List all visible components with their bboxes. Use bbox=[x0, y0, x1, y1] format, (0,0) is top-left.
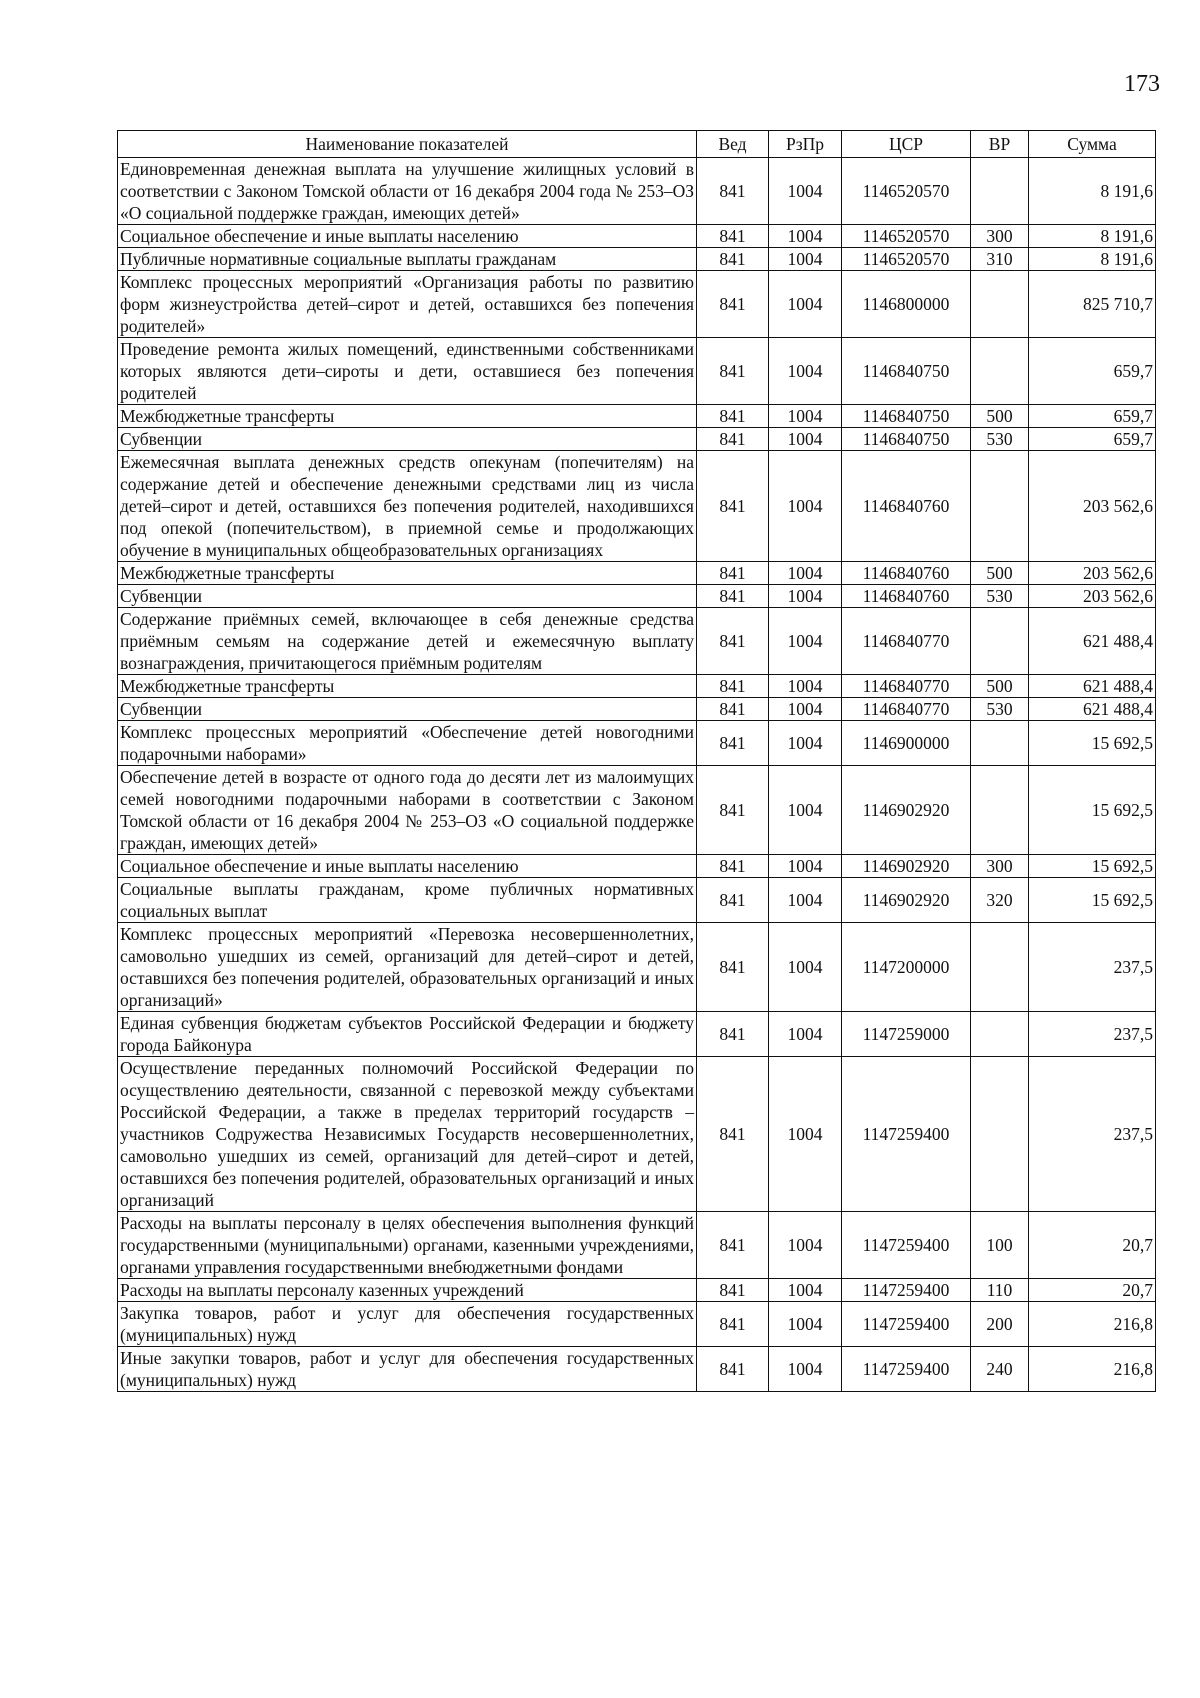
cell-vr: 300 bbox=[971, 855, 1029, 878]
cell-sum: 203 562,6 bbox=[1029, 562, 1156, 585]
cell-csr: 1147259400 bbox=[842, 1302, 971, 1347]
cell-name: Социальное обеспечение и иные выплаты населению bbox=[118, 225, 697, 248]
cell-rzpr: 1004 bbox=[769, 158, 842, 225]
cell-name: Проведение ремонта жилых помещений, единственными собственниками которых являются дети–сироты и дети, оставшиеся без попечения родителей bbox=[118, 338, 697, 405]
cell-ved: 841 bbox=[697, 923, 769, 1012]
cell-csr: 1147200000 bbox=[842, 923, 971, 1012]
cell-rzpr: 1004 bbox=[769, 1012, 842, 1057]
cell-ved: 841 bbox=[697, 405, 769, 428]
cell-csr: 1147259400 bbox=[842, 1212, 971, 1279]
cell-rzpr: 1004 bbox=[769, 855, 842, 878]
table-row bbox=[118, 1057, 1156, 1212]
cell-rzpr: 1004 bbox=[769, 675, 842, 698]
table-row bbox=[118, 721, 1156, 766]
cell-vr: 500 bbox=[971, 562, 1029, 585]
cell-sum: 237,5 bbox=[1029, 1012, 1156, 1057]
cell-sum: 659,7 bbox=[1029, 338, 1156, 405]
cell-csr: 1146900000 bbox=[842, 721, 971, 766]
cell-vr bbox=[971, 721, 1029, 766]
cell-sum: 8 191,6 bbox=[1029, 225, 1156, 248]
cell-sum: 621 488,4 bbox=[1029, 608, 1156, 675]
table-row bbox=[118, 1347, 1156, 1392]
cell-name: Межбюджетные трансферты bbox=[118, 562, 697, 585]
cell-vr bbox=[971, 1057, 1029, 1212]
cell-csr: 1146800000 bbox=[842, 271, 971, 338]
cell-sum: 203 562,6 bbox=[1029, 451, 1156, 562]
header-ved: Вед bbox=[697, 131, 769, 158]
cell-vr bbox=[971, 271, 1029, 338]
cell-ved: 841 bbox=[697, 1012, 769, 1057]
cell-csr: 1146520570 bbox=[842, 225, 971, 248]
cell-sum: 237,5 bbox=[1029, 923, 1156, 1012]
cell-sum: 659,7 bbox=[1029, 428, 1156, 451]
cell-name: Комплекс процессных мероприятий «Обеспечение детей новогодними подарочными наборами» bbox=[118, 721, 697, 766]
cell-vr: 530 bbox=[971, 698, 1029, 721]
table-row bbox=[118, 878, 1156, 923]
cell-name: Обеспечение детей в возрасте от одного года до десяти лет из малоимущих семей новогодними подарочными наборами в соответствии с Законом Томской области от 16 декабря 2004 № 253–ОЗ «О социальной поддержке граждан, имеющих детей» bbox=[118, 766, 697, 855]
table-row bbox=[118, 1279, 1156, 1302]
cell-csr: 1146902920 bbox=[842, 766, 971, 855]
cell-csr: 1147259400 bbox=[842, 1057, 971, 1212]
table-row bbox=[118, 338, 1156, 405]
cell-csr: 1146840750 bbox=[842, 338, 971, 405]
cell-ved: 841 bbox=[697, 271, 769, 338]
cell-name: Осуществление переданных полномочий Российской Федерации по осуществлению деятельности, связанной с перевозкой между субъектами Российской Федерации, а также в пределах территорий государств – участников Содружества Независимых Государств несовершеннолетних, самовольно ушедших из семей, организаций для детей–сирот и детей, оставшихся без попечения родителей, образовательных организаций и иных организаций bbox=[118, 1057, 697, 1212]
cell-ved: 841 bbox=[697, 608, 769, 675]
header-rzpr: РзПр bbox=[769, 131, 842, 158]
cell-name: Единовременная денежная выплата на улучшение жилищных условий в соответствии с Законом Томской области от 16 декабря 2004 года № 253–ОЗ «О социальной поддержке граждан, имеющих детей» bbox=[118, 158, 697, 225]
cell-name: Комплекс процессных мероприятий «Организация работы по развитию форм жизнеустройства детей–сирот и детей, оставшихся без попечения родителей» bbox=[118, 271, 697, 338]
cell-rzpr: 1004 bbox=[769, 405, 842, 428]
cell-vr bbox=[971, 766, 1029, 855]
cell-name: Иные закупки товаров, работ и услуг для обеспечения государственных (муниципальных) нужд bbox=[118, 1347, 697, 1392]
table-row bbox=[118, 248, 1156, 271]
cell-ved: 841 bbox=[697, 338, 769, 405]
cell-csr: 1146520570 bbox=[842, 158, 971, 225]
cell-name: Субвенции bbox=[118, 428, 697, 451]
cell-name: Межбюджетные трансферты bbox=[118, 675, 697, 698]
cell-sum: 15 692,5 bbox=[1029, 766, 1156, 855]
cell-csr: 1146520570 bbox=[842, 248, 971, 271]
cell-name: Закупка товаров, работ и услуг для обеспечения государственных (муниципальных) нужд bbox=[118, 1302, 697, 1347]
cell-vr bbox=[971, 608, 1029, 675]
cell-sum: 216,8 bbox=[1029, 1347, 1156, 1392]
cell-sum: 216,8 bbox=[1029, 1302, 1156, 1347]
cell-vr: 310 bbox=[971, 248, 1029, 271]
table-row bbox=[118, 855, 1156, 878]
cell-ved: 841 bbox=[697, 721, 769, 766]
header-csr: ЦСР bbox=[842, 131, 971, 158]
table-body bbox=[118, 158, 1156, 1392]
cell-name: Социальное обеспечение и иные выплаты населению bbox=[118, 855, 697, 878]
cell-sum: 15 692,5 bbox=[1029, 855, 1156, 878]
header-name: Наименование показателей bbox=[118, 131, 697, 158]
cell-name: Ежемесячная выплата денежных средств опекунам (попечителям) на содержание детей и обеспечение денежными средствами лиц из числа детей–сирот и детей, оставшихся без попечения родителей, находившихся под опекой (попечительством), в приемной семье и продолжающих обучение в муниципальных общеобразовательных организациях bbox=[118, 451, 697, 562]
cell-sum: 8 191,6 bbox=[1029, 248, 1156, 271]
cell-rzpr: 1004 bbox=[769, 1279, 842, 1302]
cell-csr: 1146840770 bbox=[842, 698, 971, 721]
cell-rzpr: 1004 bbox=[769, 766, 842, 855]
cell-ved: 841 bbox=[697, 562, 769, 585]
cell-csr: 1146902920 bbox=[842, 855, 971, 878]
header-sum: Сумма bbox=[1029, 131, 1156, 158]
cell-ved: 841 bbox=[697, 225, 769, 248]
table-row bbox=[118, 923, 1156, 1012]
table-row bbox=[118, 451, 1156, 562]
cell-vr: 100 bbox=[971, 1212, 1029, 1279]
table-header-row bbox=[118, 131, 1156, 158]
cell-csr: 1146840750 bbox=[842, 428, 971, 451]
cell-rzpr: 1004 bbox=[769, 923, 842, 1012]
cell-ved: 841 bbox=[697, 1279, 769, 1302]
cell-name: Субвенции bbox=[118, 585, 697, 608]
cell-rzpr: 1004 bbox=[769, 271, 842, 338]
cell-vr bbox=[971, 158, 1029, 225]
cell-csr: 1146902920 bbox=[842, 878, 971, 923]
cell-vr: 300 bbox=[971, 225, 1029, 248]
cell-sum: 8 191,6 bbox=[1029, 158, 1156, 225]
cell-vr: 110 bbox=[971, 1279, 1029, 1302]
cell-csr: 1146840760 bbox=[842, 451, 971, 562]
cell-rzpr: 1004 bbox=[769, 878, 842, 923]
cell-name: Публичные нормативные социальные выплаты гражданам bbox=[118, 248, 697, 271]
table-row bbox=[118, 585, 1156, 608]
cell-vr bbox=[971, 451, 1029, 562]
cell-rzpr: 1004 bbox=[769, 562, 842, 585]
budget-table bbox=[117, 130, 1156, 1392]
cell-sum: 621 488,4 bbox=[1029, 675, 1156, 698]
cell-vr: 530 bbox=[971, 428, 1029, 451]
cell-ved: 841 bbox=[697, 1057, 769, 1212]
cell-ved: 841 bbox=[697, 855, 769, 878]
cell-sum: 20,7 bbox=[1029, 1279, 1156, 1302]
table-row bbox=[118, 766, 1156, 855]
cell-sum: 621 488,4 bbox=[1029, 698, 1156, 721]
cell-sum: 203 562,6 bbox=[1029, 585, 1156, 608]
cell-csr: 1146840760 bbox=[842, 585, 971, 608]
cell-sum: 659,7 bbox=[1029, 405, 1156, 428]
table-row bbox=[118, 698, 1156, 721]
cell-vr bbox=[971, 1012, 1029, 1057]
table-row bbox=[118, 1302, 1156, 1347]
cell-vr bbox=[971, 338, 1029, 405]
table-row bbox=[118, 675, 1156, 698]
cell-name: Социальные выплаты гражданам, кроме публичных нормативных социальных выплат bbox=[118, 878, 697, 923]
cell-csr: 1146840770 bbox=[842, 675, 971, 698]
cell-name: Межбюджетные трансферты bbox=[118, 405, 697, 428]
cell-rzpr: 1004 bbox=[769, 698, 842, 721]
cell-rzpr: 1004 bbox=[769, 1302, 842, 1347]
cell-ved: 841 bbox=[697, 698, 769, 721]
cell-rzpr: 1004 bbox=[769, 1212, 842, 1279]
cell-ved: 841 bbox=[697, 428, 769, 451]
cell-csr: 1146840760 bbox=[842, 562, 971, 585]
cell-name: Комплекс процессных мероприятий «Перевозка несовершеннолетних, самовольно ушедших из семей, организаций для детей–сирот и детей, оставшихся без попечения родителей, образовательных организаций и иных организаций» bbox=[118, 923, 697, 1012]
cell-ved: 841 bbox=[697, 878, 769, 923]
cell-ved: 841 bbox=[697, 1302, 769, 1347]
cell-ved: 841 bbox=[697, 675, 769, 698]
page-number: 173 bbox=[1124, 71, 1160, 97]
cell-csr: 1147259400 bbox=[842, 1347, 971, 1392]
cell-csr: 1147259000 bbox=[842, 1012, 971, 1057]
cell-rzpr: 1004 bbox=[769, 428, 842, 451]
table-row bbox=[118, 158, 1156, 225]
cell-rzpr: 1004 bbox=[769, 338, 842, 405]
cell-vr: 320 bbox=[971, 878, 1029, 923]
cell-sum: 825 710,7 bbox=[1029, 271, 1156, 338]
cell-vr: 200 bbox=[971, 1302, 1029, 1347]
cell-name: Субвенции bbox=[118, 698, 697, 721]
cell-ved: 841 bbox=[697, 585, 769, 608]
cell-rzpr: 1004 bbox=[769, 225, 842, 248]
cell-ved: 841 bbox=[697, 766, 769, 855]
cell-rzpr: 1004 bbox=[769, 608, 842, 675]
cell-rzpr: 1004 bbox=[769, 721, 842, 766]
table-row bbox=[118, 562, 1156, 585]
cell-csr: 1147259400 bbox=[842, 1279, 971, 1302]
cell-vr bbox=[971, 923, 1029, 1012]
cell-ved: 841 bbox=[697, 1347, 769, 1392]
cell-ved: 841 bbox=[697, 451, 769, 562]
cell-rzpr: 1004 bbox=[769, 451, 842, 562]
cell-vr: 530 bbox=[971, 585, 1029, 608]
cell-name: Расходы на выплаты персоналу в целях обеспечения выполнения функций государственными (муниципальными) органами, казенными учреждениями, органами управления государственными внебюджетными фондами bbox=[118, 1212, 697, 1279]
cell-ved: 841 bbox=[697, 158, 769, 225]
cell-name: Содержание приёмных семей, включающее в себя денежные средства приёмным семьям на содержание детей и ежемесячную выплату вознаграждения, причитающегося приёмным родителям bbox=[118, 608, 697, 675]
cell-sum: 15 692,5 bbox=[1029, 878, 1156, 923]
cell-ved: 841 bbox=[697, 1212, 769, 1279]
cell-csr: 1146840770 bbox=[842, 608, 971, 675]
table-row bbox=[118, 608, 1156, 675]
cell-name: Единая субвенция бюджетам субъектов Российской Федерации и бюджету города Байконура bbox=[118, 1012, 697, 1057]
table-row bbox=[118, 1212, 1156, 1279]
table-row bbox=[118, 225, 1156, 248]
cell-sum: 237,5 bbox=[1029, 1057, 1156, 1212]
cell-rzpr: 1004 bbox=[769, 1347, 842, 1392]
cell-vr: 500 bbox=[971, 405, 1029, 428]
cell-vr: 500 bbox=[971, 675, 1029, 698]
cell-rzpr: 1004 bbox=[769, 248, 842, 271]
cell-csr: 1146840750 bbox=[842, 405, 971, 428]
table-row bbox=[118, 1012, 1156, 1057]
table-row bbox=[118, 405, 1156, 428]
header-vr: ВР bbox=[971, 131, 1029, 158]
cell-rzpr: 1004 bbox=[769, 585, 842, 608]
cell-vr: 240 bbox=[971, 1347, 1029, 1392]
cell-rzpr: 1004 bbox=[769, 1057, 842, 1212]
cell-sum: 20,7 bbox=[1029, 1212, 1156, 1279]
table-row bbox=[118, 271, 1156, 338]
table-row bbox=[118, 428, 1156, 451]
cell-ved: 841 bbox=[697, 248, 769, 271]
cell-sum: 15 692,5 bbox=[1029, 721, 1156, 766]
cell-name: Расходы на выплаты персоналу казенных учреждений bbox=[118, 1279, 697, 1302]
